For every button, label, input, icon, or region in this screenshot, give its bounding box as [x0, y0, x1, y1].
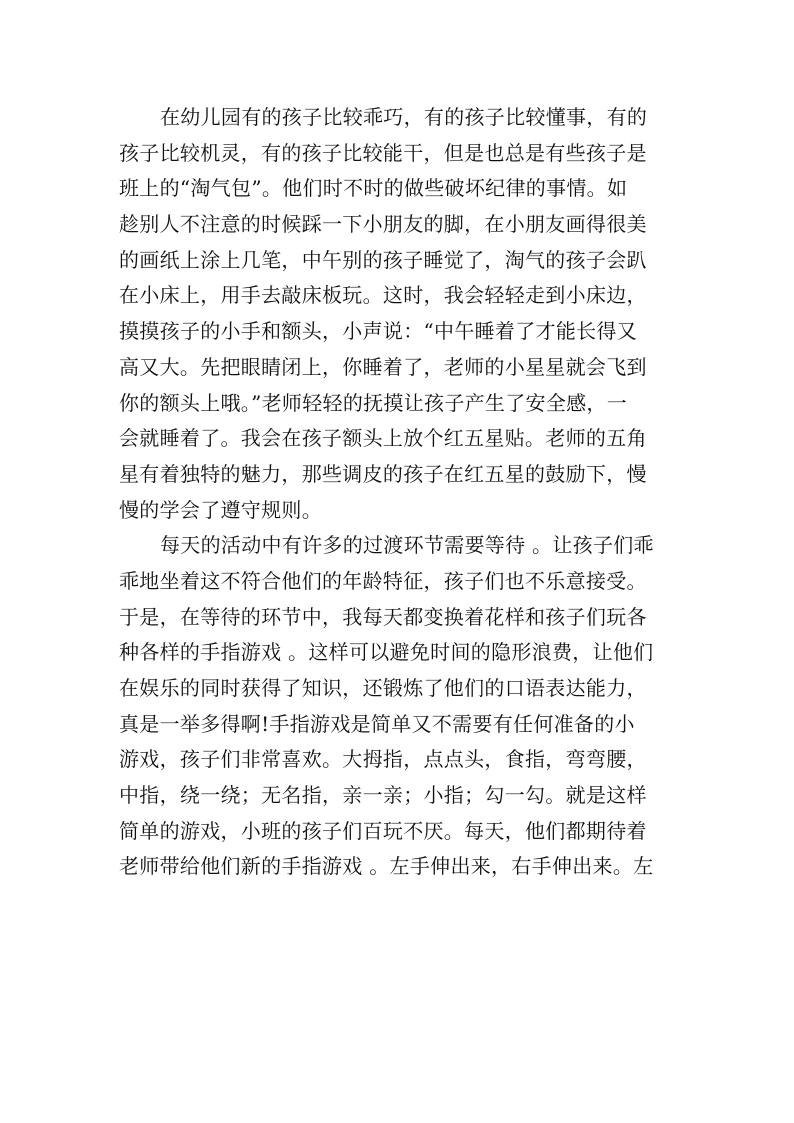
- text-line: 孩子比较机灵，有的孩子比较能干，但是也总是有些孩子是: [119, 140, 647, 165]
- text-line: 种各样的手指游戏 。这样可以避免时间的隐形浪费，让他们: [119, 640, 654, 665]
- text-line: 高又大。先把眼睛闭上，你睡着了，老师的小星星就会飞到: [119, 354, 647, 379]
- text-line: 趁别人不注意的时候踩一下小朋友的脚，在小朋友画得很美: [119, 212, 647, 237]
- text-line: 你的额头上哦。”老师轻轻的抚摸让孩子产生了安全感，一: [119, 390, 628, 415]
- text-line: 老师带给他们新的手指游戏 。左手伸出来，右手伸出来。左: [119, 854, 654, 879]
- text-line: 班上的“淘气包”。他们时不时的做些破坏纪律的事情。如: [119, 176, 628, 201]
- paragraph-1: [119, 100, 679, 528]
- text-line: 乖地坐着这不符合他们的年龄特征，孩子们也不乐意接受。: [119, 568, 647, 593]
- text-line: 会就睡着了。我会在孩子额头上放个红五星贴。老师的五角: [119, 426, 647, 451]
- text-line: 在娱乐的同时获得了知识，还锻炼了他们的口语表达能力，: [119, 676, 647, 700]
- text-line: 真是一举多得啊!手指游戏是简单又不需要有任何准备的小: [119, 711, 635, 736]
- text-line: 每天的活动中有许多的过渡环节需要等待 。让孩子们乖: [160, 533, 654, 558]
- text-line: 慢的学会了遵守规则。: [119, 497, 322, 522]
- text-line: 简单的游戏，小班的孩子们百玩不厌。每天，他们都期待着: [119, 818, 647, 843]
- text-line: 游戏，孩子们非常喜欢。大拇指，点点头，食指，弯弯腰，: [119, 747, 647, 772]
- text-line: 中指，绕一绕；无名指，亲一亲；小指；勾一勾。就是这样: [119, 783, 647, 808]
- text-line: 的画纸上涂上几笔，中午别的孩子睡觉了，淘气的孩子会趴: [119, 247, 647, 272]
- text-line: 在幼儿园有的孩子比较乖巧，有的孩子比较懂事，有的: [160, 105, 648, 129]
- text-line: 星有着独特的魅力，那些调皮的孩子在红五星的鼓励下，慢: [119, 461, 647, 486]
- text-line: 摸摸孩子的小手和额头，小声说：“中午睡着了才能长得又: [119, 319, 638, 344]
- text-line: 在小床上，用手去敲床板玩。这时，我会轻轻走到小床边，: [119, 283, 647, 308]
- document-body: [119, 100, 679, 885]
- paragraph-2: [119, 528, 679, 885]
- text-line: 于是，在等待的环节中，我每天都变换着花样和孩子们玩各: [119, 604, 647, 629]
